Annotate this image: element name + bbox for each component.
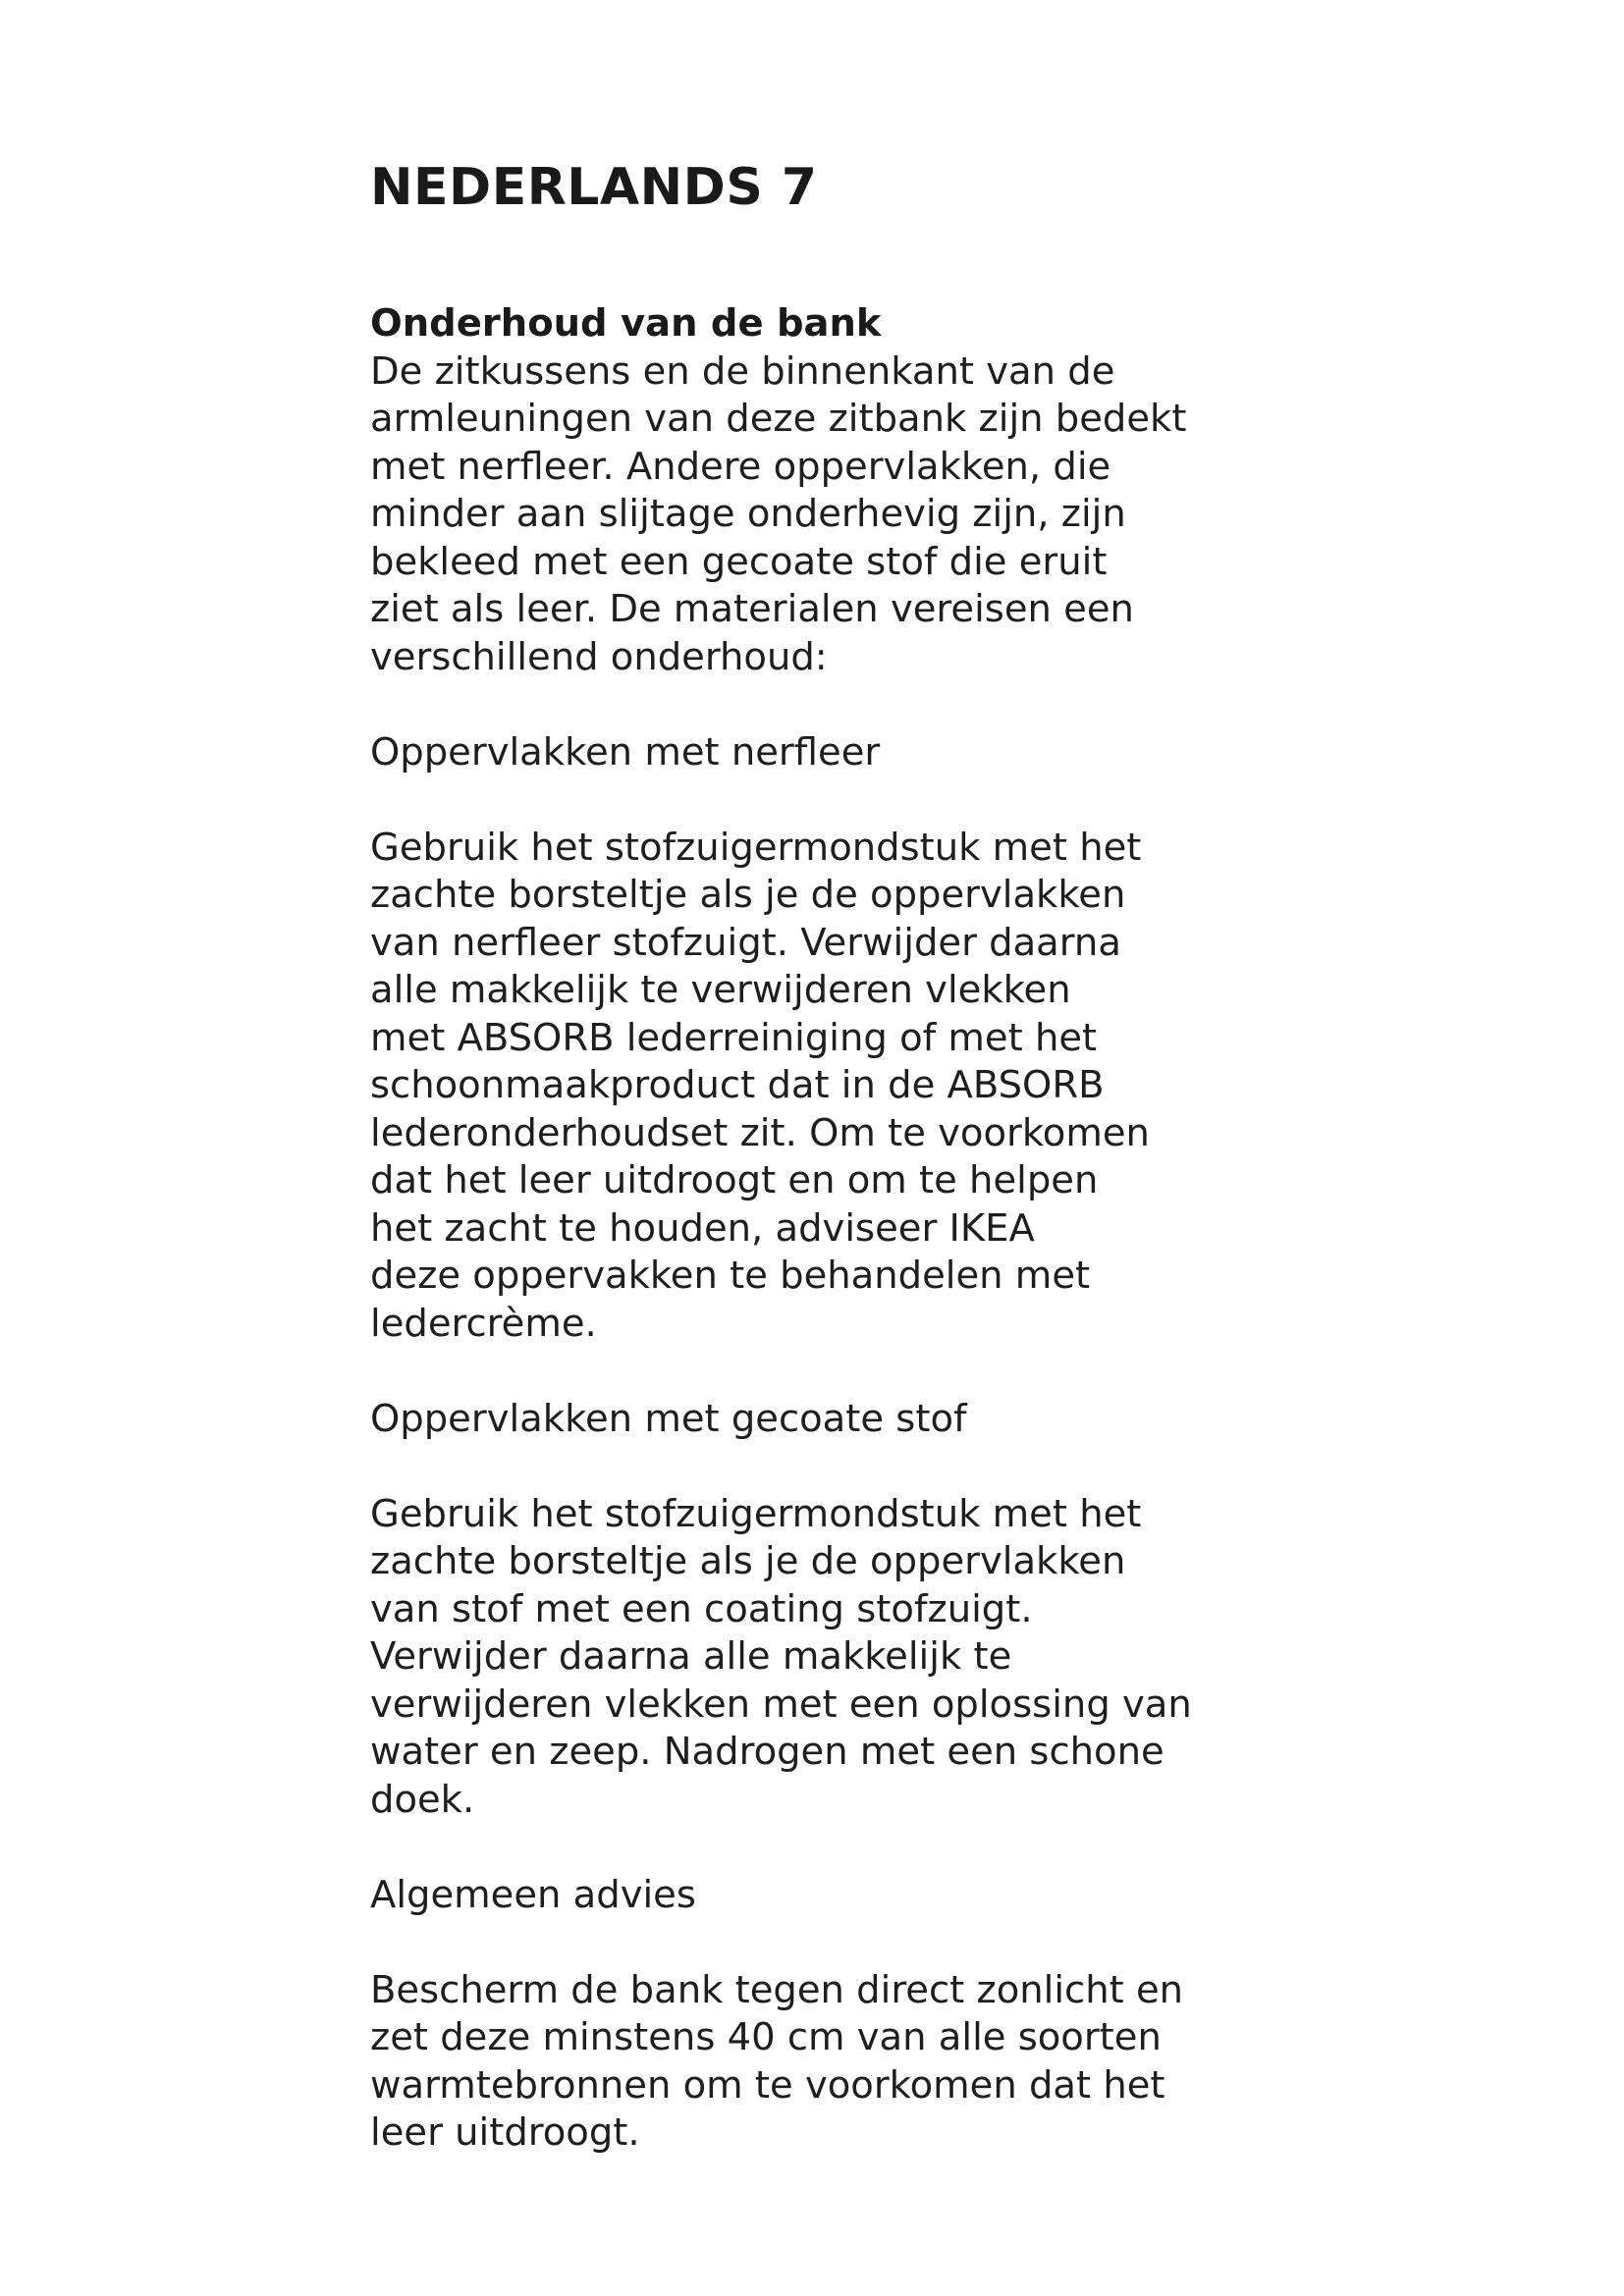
text-line: doek. (370, 1777, 475, 1822)
page-heading: NEDERLANDS 7 (370, 158, 818, 217)
text-line: De zitkussens en de binnenkant van de (370, 348, 1115, 394)
text-line: alle makkelijk te verwijderen vlekken (370, 968, 1071, 1012)
subheading-text: Algemeen advies (370, 1872, 696, 1917)
text-line: verschillend onderhoud: (370, 634, 828, 679)
text-line: lederonderhoudset zit. Om te voorkomen (370, 1110, 1150, 1155)
text-line: minder aan slijtage onderhevig zijn, zijn (370, 492, 1126, 536)
subheading-text: Oppervlakken met nerfleer (370, 729, 881, 774)
text-line: Gebruik het stofzuigermondstuk met het (370, 825, 1142, 870)
text-line: dat het leer uitdroogt en om te helpen (370, 1158, 1099, 1202)
text-line: armleuningen van deze zitbank zijn bedekt (370, 397, 1187, 441)
text-line: bekleed met een gecoate stof die eruit (370, 539, 1108, 584)
text-line: van nerfleer stofzuigt. Verwijder daarna (370, 920, 1121, 965)
grain-leather-paragraph (370, 825, 1273, 1349)
document-content (370, 300, 1273, 2158)
text-line: zet deze minstens 40 cm van alle soorten (370, 2015, 1162, 2059)
subheading-grain-leather (370, 729, 1273, 777)
text-line: met ABSORB lederreiniging of met het (370, 1015, 1098, 1060)
text-line: Bescherm de bank tegen direct zonlicht en (370, 1967, 1184, 2012)
text-line: schoonmaakproduct dat in de ABSORB (370, 1063, 1105, 1107)
text-line: het zacht te houden, adviseer IKEA (370, 1205, 1035, 1251)
text-line: zachte borsteltje als je de oppervlakken (370, 873, 1126, 917)
coated-fabric-paragraph (370, 1491, 1273, 1825)
text-line: Gebruik het stofzuigermondstuk met het (370, 1491, 1142, 1536)
text-line: Verwijder daarna alle makkelijk te (370, 1634, 1012, 1679)
subheading-general-advice (370, 1872, 1273, 1920)
text-line: ledercrème. (370, 1301, 597, 1346)
text-line: warmtebronnen om te voorkomen dat het (370, 2062, 1165, 2108)
text-line: leer uitdroogt. (370, 2110, 640, 2155)
text-line: met nerfleer. Andere oppervlakken, die (370, 444, 1111, 489)
text-line: deze oppervakken te behandelen met (370, 1254, 1091, 1298)
general-advice-paragraph (370, 1967, 1273, 2158)
section-title: Onderhoud van de bank (370, 301, 882, 346)
text-line: water en zeep. Nadrogen met een schone (370, 1730, 1164, 1774)
text-line: verwijderen vlekken met een oplossing van (370, 1682, 1192, 1727)
document-page (370, 157, 1273, 2158)
text-line: zachte borsteltje als je de oppervlakken (370, 1539, 1126, 1583)
intro-paragraph (370, 348, 1273, 682)
text-line: van stof met een coating stofzuigt. (370, 1586, 1033, 1631)
subheading-coated-fabric (370, 1396, 1273, 1444)
subheading-text: Oppervlakken met gecoate stof (370, 1396, 967, 1441)
text-line: ziet als leer. De materialen vereisen een (370, 587, 1134, 631)
